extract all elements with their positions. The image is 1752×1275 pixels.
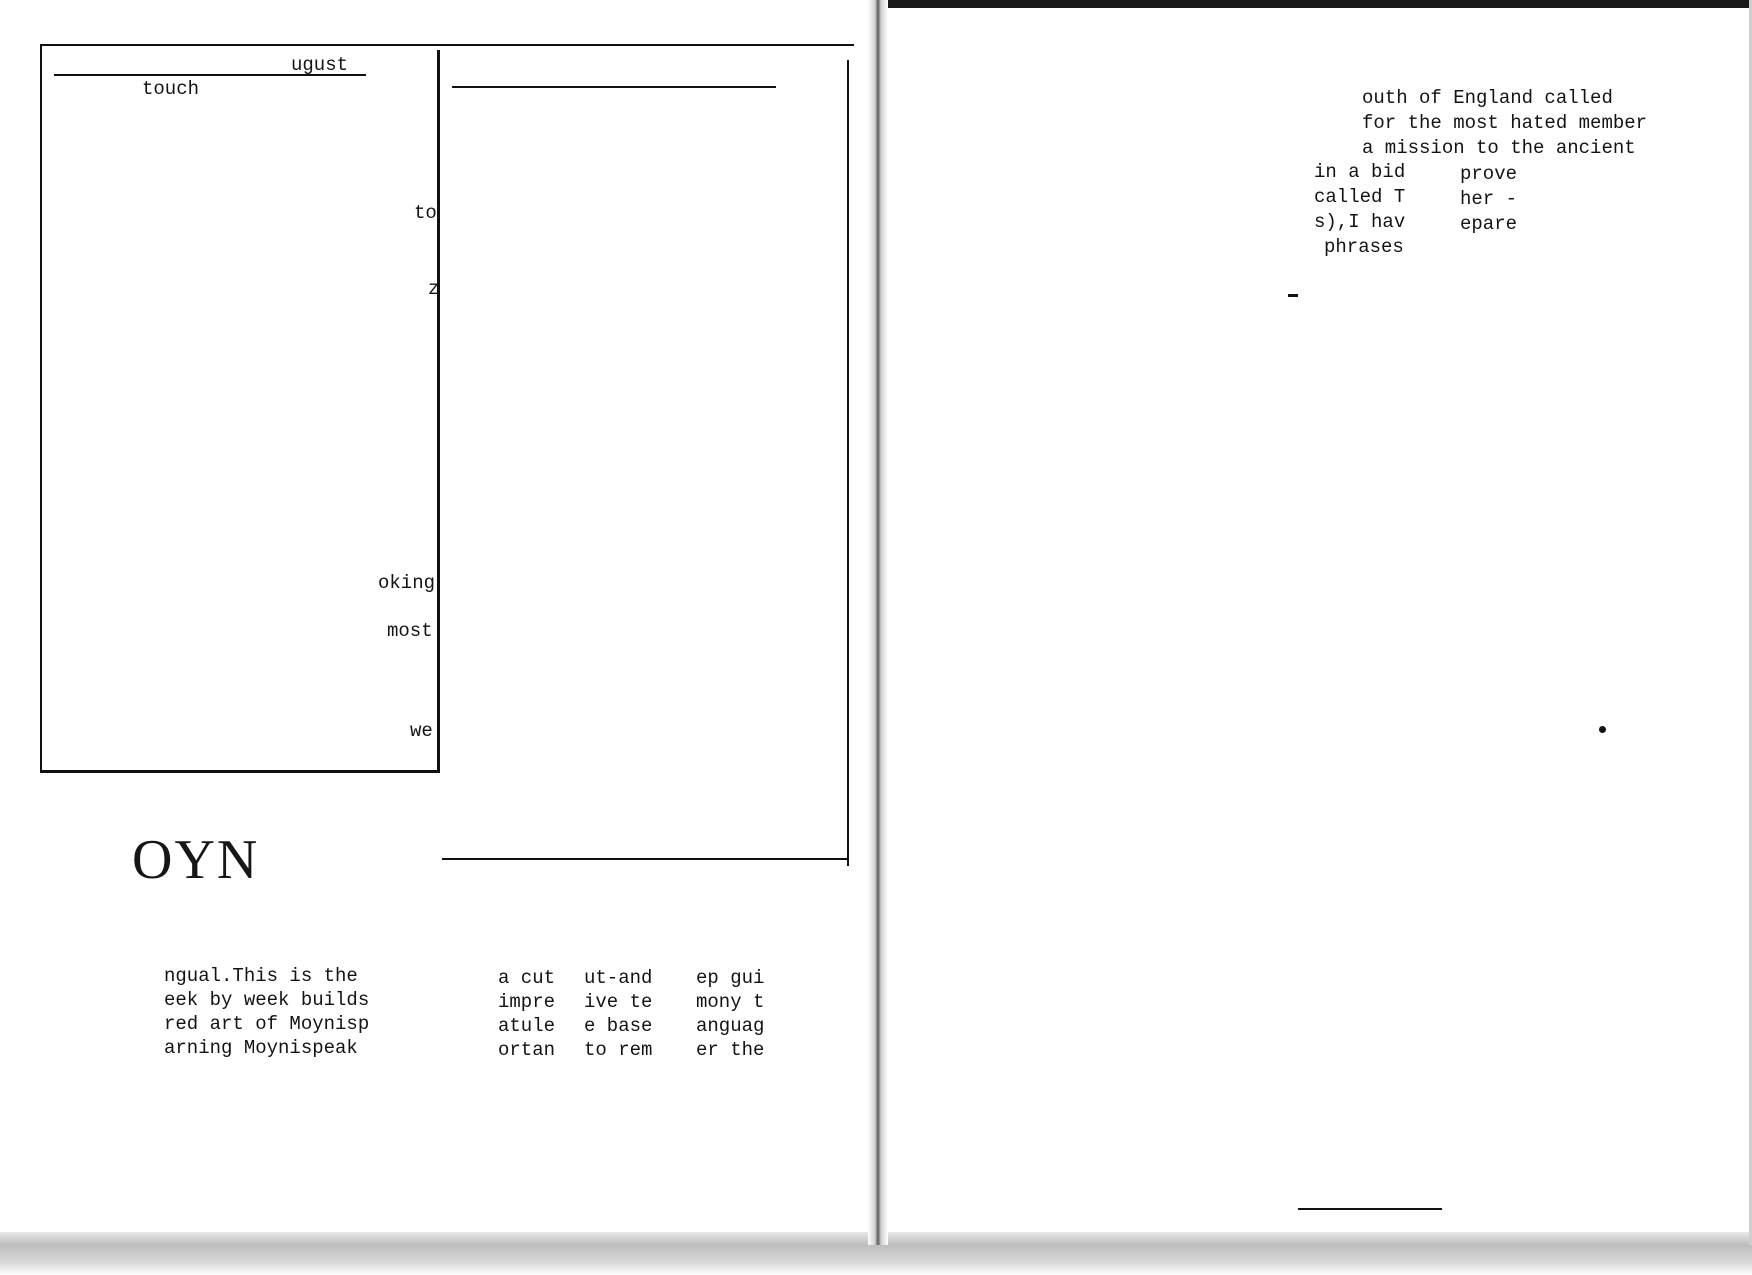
top-edge <box>888 0 1752 8</box>
column-line: ortan <box>498 1039 556 1061</box>
dot-mark <box>1599 726 1606 733</box>
fragment-line: epare <box>1460 213 1518 235</box>
text-column <box>164 964 369 1060</box>
text-line: for the most hated member <box>1362 112 1648 134</box>
header-word: ugust <box>291 54 349 76</box>
column-line: ngual.This is the <box>164 965 358 987</box>
fragment-line: s),I hav <box>1314 211 1406 233</box>
margin-fragment: to <box>414 202 437 224</box>
column-line: impre <box>498 991 556 1013</box>
fragment-line: in a bid <box>1314 161 1406 183</box>
frame-left-line <box>40 44 42 772</box>
margin-fragment: we <box>410 720 433 742</box>
column-line: arning Moynispeak <box>164 1037 358 1059</box>
column-line: er the <box>696 1039 765 1061</box>
column-line: to rem <box>584 1039 653 1061</box>
column-line: a cut <box>498 967 556 989</box>
margin-fragment: z <box>428 278 440 300</box>
text-column <box>584 966 652 1062</box>
text-line: outh of England called <box>1362 87 1613 109</box>
heading-fragment: OYN <box>132 829 260 891</box>
column-line: anguag <box>696 1015 765 1037</box>
text-column <box>498 966 555 1062</box>
column-line: mony t <box>696 991 765 1013</box>
column-line: eek by week builds <box>164 989 370 1011</box>
column-line: ut-and <box>584 967 653 989</box>
right-column-rule <box>452 86 776 88</box>
column-line: ive te <box>584 991 653 1013</box>
column-line: red art of Moynisp <box>164 1013 370 1035</box>
fragment-line: her - <box>1460 188 1518 210</box>
column-line: atule <box>498 1015 556 1037</box>
fragment-line: phrases <box>1324 236 1404 258</box>
frame-lower-rule <box>442 858 848 860</box>
margin-fragment: most <box>387 620 433 642</box>
right-page <box>882 0 1752 1240</box>
text-line: a mission to the ancient <box>1362 137 1636 159</box>
column-line: e base <box>584 1015 653 1037</box>
frame-bottom-line <box>40 770 440 773</box>
left-page <box>0 0 876 1240</box>
footer-rule <box>1298 1208 1442 1210</box>
frame-right-line <box>847 60 849 866</box>
fragment-line: called T <box>1314 186 1406 208</box>
right-fragment-column <box>1314 160 1405 260</box>
margin-fragment: oking <box>378 572 436 594</box>
subheader-word: touch <box>142 78 200 100</box>
right-fragment-column <box>1460 162 1517 237</box>
text-column <box>696 966 764 1062</box>
frame-top-line <box>40 44 854 46</box>
page-gutter <box>868 0 888 1245</box>
frame-divider-line <box>437 50 440 772</box>
right-text-block <box>1362 86 1647 161</box>
fragment-line: prove <box>1460 163 1518 185</box>
dash-mark <box>1288 294 1298 297</box>
column-line: ep gui <box>696 967 765 989</box>
